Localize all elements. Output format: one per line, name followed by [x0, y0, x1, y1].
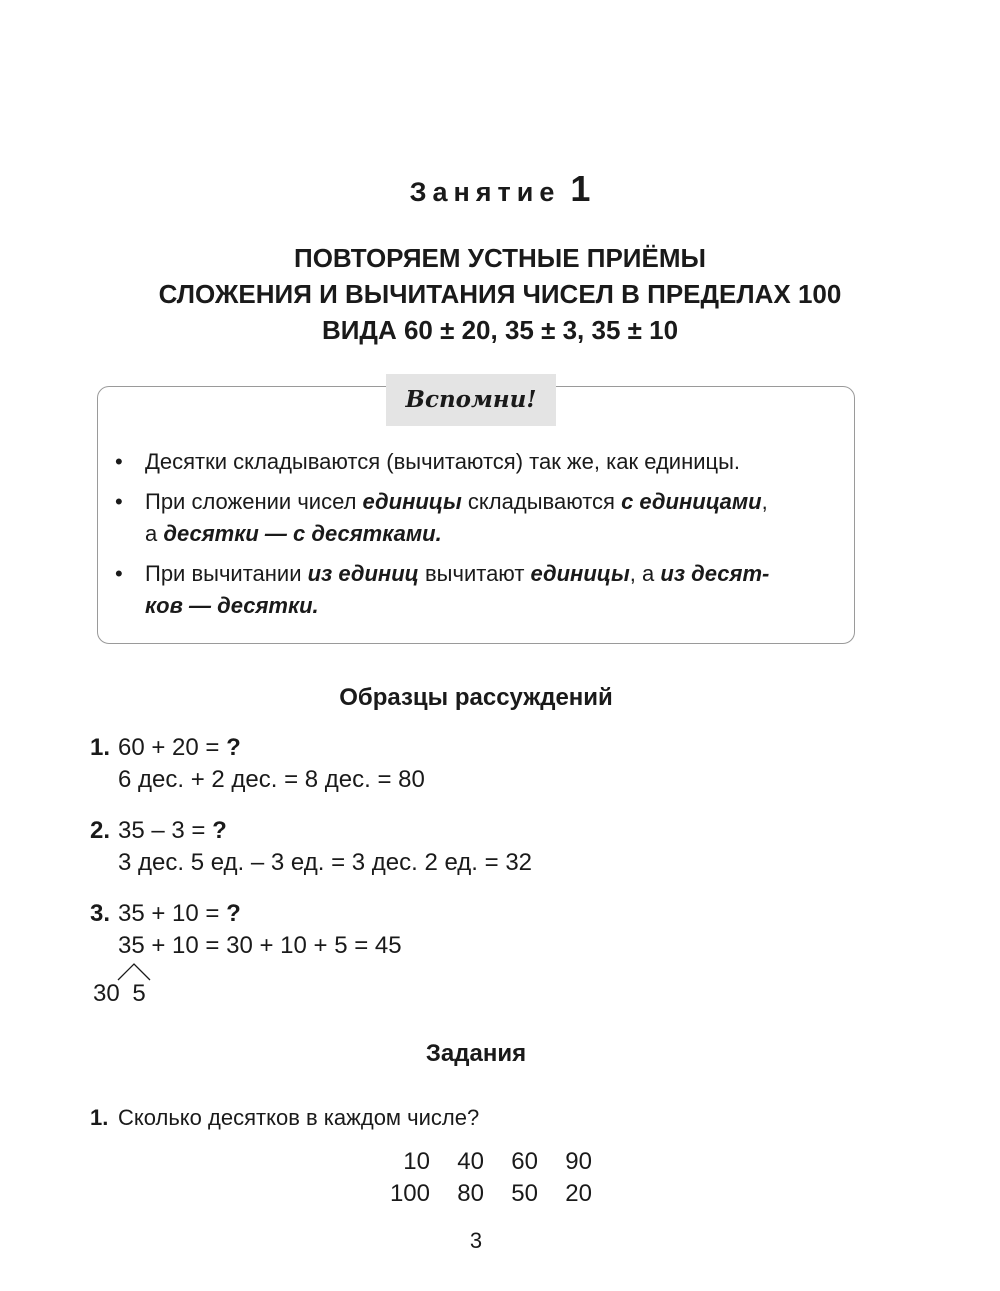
number-cell: 20 [565, 1180, 592, 1207]
tasks-title: Задания [425, 1040, 527, 1067]
remember-item-3: • При вычитании из единиц вычитают единицы, а из десят- ков — десятки. [115, 558, 850, 622]
heading-line-3: ВИДА 60 ± 20, 35 ± 3, 35 ± 10 [321, 315, 679, 345]
remember-item-2: • При сложении чисел единицы складываются с единицами, а десятки — с десятками. [115, 486, 850, 550]
number-cell: 40 [457, 1148, 484, 1175]
numbers-row-1 [380, 1146, 596, 1178]
bullet-icon: • [115, 489, 123, 514]
number-cell: 10 [403, 1148, 430, 1175]
numbers-row-2 [380, 1178, 596, 1210]
page-number: 3 [469, 1228, 483, 1253]
sample-3: 3. 35 + 10 = ? 35 + 10 = 30 + 10 + 5 = 45 [90, 900, 402, 959]
split-result [93, 978, 146, 1010]
split-right: 5 [132, 980, 146, 1007]
page-heading [0, 240, 1000, 348]
number-cell: 50 [511, 1180, 538, 1207]
number-cell: 80 [457, 1180, 484, 1207]
sample-2: 2. 35 – 3 = ? 3 дес. 5 ед. – 3 ед. = 3 дес. 2 ед. = 32 [90, 817, 533, 876]
bullet-icon: • [115, 561, 123, 586]
bullet-icon: • [115, 449, 123, 474]
lesson-label: Занятие [409, 177, 561, 207]
remember-tab: Вспомни! [386, 374, 556, 426]
number-cell: 100 [389, 1180, 430, 1207]
sample-1: 1. 60 + 20 = ? 6 дес. + 2 дес. = 8 дес. = 80 [90, 734, 425, 793]
split-left: 30 [93, 980, 120, 1007]
lesson-number: 1 [570, 168, 591, 209]
remember-item-1: • Десятки складываются (вычитаются) так же, как единицы. [115, 446, 850, 478]
task-1-numbers [380, 1146, 596, 1210]
remember-list [115, 446, 850, 630]
task-1: 1. Сколько десятков в каждом числе? [90, 1105, 480, 1130]
samples-title: Образцы рассуждений [339, 684, 613, 711]
number-cell: 60 [511, 1148, 538, 1175]
number-cell: 90 [565, 1148, 592, 1175]
lesson-title [0, 168, 1000, 210]
heading-line-1: ПОВТОРЯЕМ УСТНЫЕ ПРИЁМЫ [294, 243, 706, 273]
heading-line-2: СЛОЖЕНИЯ И ВЫЧИТАНИЯ ЧИСЕЛ В ПРЕДЕЛАХ 100 [158, 279, 842, 309]
